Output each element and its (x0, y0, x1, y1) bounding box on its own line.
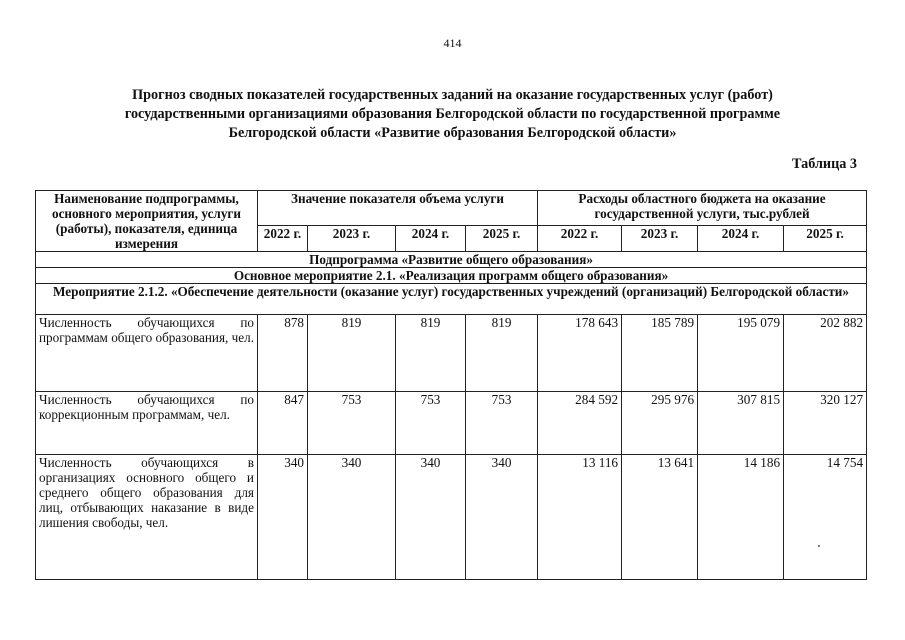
header-name-column: Наименование подпрограммы, основного мероприятия, услуги (работы), показателя, единица измерения (36, 191, 258, 252)
volume-value: 878 (258, 315, 308, 392)
table-row (36, 455, 867, 580)
header-volume-year: 2023 г. (308, 225, 396, 251)
volume-value: 753 (466, 392, 538, 455)
volume-value: 847 (258, 392, 308, 455)
header-volume-year: 2022 г. (258, 225, 308, 251)
indicator-name: Численность обучающихся в организациях основного общего и среднего общего образования для лиц, отбывающих наказание в виде лишения свободы, чел. (36, 455, 258, 580)
volume-value: 819 (396, 315, 466, 392)
volume-value: 819 (466, 315, 538, 392)
indicator-name: Численность обучающихся по программам общего образования, чел. (36, 315, 258, 392)
header-expense-year: 2023 г. (622, 225, 698, 251)
expense-value: 195 079 (698, 315, 784, 392)
indicator-name: Численность обучающихся по коррекционным программам, чел. (36, 392, 258, 455)
header-volume-group: Значение показателя объема услуги (258, 191, 538, 226)
volume-value: 340 (258, 455, 308, 580)
scan-artifact-dot (818, 545, 820, 547)
expense-value: 202 882 (784, 315, 867, 392)
header-expense-year: 2025 г. (784, 225, 867, 251)
forecast-table (35, 190, 867, 580)
main-activity-title: Основное мероприятие 2.1. «Реализация программ общего образования» (36, 268, 867, 284)
title-line-1: Прогноз сводных показателей государственных заданий на оказание государственных услуг (работ) (132, 87, 773, 103)
expense-value: 13 641 (622, 455, 698, 580)
volume-value: 340 (308, 455, 396, 580)
expense-value: 185 789 (622, 315, 698, 392)
expense-value: 295 976 (622, 392, 698, 455)
activity-title: Мероприятие 2.1.2. «Обеспечение деятельности (оказание услуг) государственных учреждений (организаций) Белгородской области» (36, 284, 867, 315)
expense-value: 13 116 (538, 455, 622, 580)
expense-value: 307 815 (698, 392, 784, 455)
expense-value: 178 643 (538, 315, 622, 392)
document-title (60, 86, 845, 143)
header-expense-group: Расходы областного бюджета на оказание государственной услуги, тыс.рублей (538, 191, 867, 226)
header-expense-year: 2024 г. (698, 225, 784, 251)
expense-value: 14 186 (698, 455, 784, 580)
volume-value: 340 (466, 455, 538, 580)
title-line-2: государственными организациями образования Белгородской области по государственной программе (124, 106, 781, 122)
header-volume-year: 2024 г. (396, 225, 466, 251)
page-number: 414 (443, 36, 462, 50)
subprogram-title: Подпрограмма «Развитие общего образования» (36, 252, 867, 268)
header-row-groups (36, 191, 867, 226)
expense-value: 284 592 (538, 392, 622, 455)
subprogram-row (36, 252, 867, 268)
main-activity-row (36, 268, 867, 284)
title-line-3: Белгородской области «Развитие образования Белгородской области» (228, 125, 677, 141)
volume-value: 340 (396, 455, 466, 580)
expense-value: 320 127 (784, 392, 867, 455)
table-row (36, 315, 867, 392)
activity-row (36, 284, 867, 315)
expense-value: 14 754 (784, 455, 867, 580)
volume-value: 819 (308, 315, 396, 392)
volume-value: 753 (396, 392, 466, 455)
table-caption: Таблица 3 (792, 156, 857, 172)
volume-value: 753 (308, 392, 396, 455)
table-row (36, 392, 867, 455)
header-expense-year: 2022 г. (538, 225, 622, 251)
header-volume-year: 2025 г. (466, 225, 538, 251)
